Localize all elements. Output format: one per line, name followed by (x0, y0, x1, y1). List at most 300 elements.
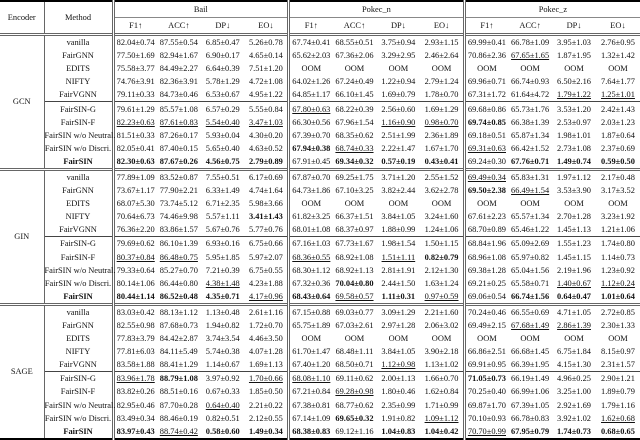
result-cell: 2.86±1.39 (557, 321, 591, 331)
result-cell: 66.78±0.83 (511, 413, 550, 423)
result-cell: 0.82±0.79 (424, 252, 459, 262)
result-cell: 1.74±0.80 (596, 237, 640, 251)
result-cell: 65.09±2.69 (508, 237, 552, 251)
result-cell: 83.58±1.88 (113, 358, 157, 372)
result-cell: 65.62±2.03 (289, 49, 333, 62)
result-cell: 5.55±0.84 (245, 102, 289, 116)
table-row (0, 155, 640, 170)
table-row (0, 142, 640, 155)
result-cell: 2.31±1.57 (601, 360, 635, 370)
result-cell: 3.25±1.00 (557, 387, 591, 397)
result-cell: 73.67±1.17 (113, 184, 157, 197)
result-cell: 69.28±0.98 (335, 387, 374, 397)
result-cell: 2.42±1.43 (596, 102, 640, 116)
metric-header: EO↓ (596, 18, 640, 35)
result-cell: 69.91±0.95 (464, 358, 508, 372)
metric-header: DP↓ (376, 18, 420, 35)
result-cell: 2.81±1.91 (381, 265, 416, 275)
result-cell: 77.89±1.09 (113, 169, 157, 184)
result-cell: 82.05±0.41 (113, 142, 157, 155)
result-cell: 85.57±1.08 (157, 102, 201, 116)
result-cell: 2.44±1.50 (381, 278, 416, 288)
result-cell: 2.92±1.69 (557, 400, 591, 410)
method-name: EDITS (44, 197, 113, 210)
result-cell: 67.91±0.45 (289, 155, 333, 170)
result-cell: 65.87±1.34 (511, 130, 550, 140)
result-cell: OOM (464, 332, 508, 345)
result-cell: 67.10±3.25 (335, 186, 374, 196)
result-cell: 69.38±1.28 (464, 264, 508, 277)
result-cell: 68.08±1.10 (289, 372, 333, 386)
table-row (0, 184, 640, 197)
method-name: vanilla (44, 169, 113, 184)
result-cell: 64.02±1.26 (289, 75, 333, 88)
table-row (0, 399, 640, 412)
result-cell: 3.23±1.92 (601, 212, 635, 222)
result-cell: OOM (431, 64, 452, 74)
encoder-label: GCN (0, 35, 44, 170)
result-cell: 67.31±1.72 (464, 88, 508, 102)
result-cell: 3.71±1.20 (376, 169, 420, 184)
result-cell: 82.23±0.63 (113, 116, 157, 129)
result-cell: OOM (464, 197, 508, 210)
result-cell: 87.61±0.83 (159, 117, 198, 127)
result-cell: 5.98±3.66 (248, 199, 283, 209)
result-cell: 2.37±0.69 (601, 143, 635, 153)
result-cell: 1.66±0.70 (420, 372, 464, 386)
result-cell: 88.13±1.12 (157, 304, 201, 319)
result-cell: 64.73±1.86 (289, 184, 333, 197)
result-cell: 66.10±1.45 (335, 90, 374, 100)
result-cell: 80.44±1.14 (113, 290, 157, 305)
result-cell: 71.05±0.73 (464, 372, 508, 386)
result-cell: 4.15±1.30 (557, 360, 591, 370)
result-cell: 68.92±1.13 (335, 265, 374, 275)
result-cell: 6.75±1.84 (557, 347, 591, 357)
table-row (0, 102, 640, 116)
result-cell: 77.83±3.79 (113, 332, 157, 345)
result-cell: 2.06±3.02 (424, 321, 459, 331)
result-cell: 65.04±1.56 (511, 265, 550, 275)
result-cell: 69.49±2.15 (464, 319, 508, 332)
method-name: FairSIN-F (44, 116, 113, 129)
metric-header: ACC↑ (157, 18, 201, 35)
dataset-header-pokec-n: Pokec_n (289, 1, 465, 18)
table-row (0, 49, 640, 62)
result-cell: 67.80±0.63 (289, 102, 333, 116)
result-cell: 0.43±0.41 (424, 156, 459, 166)
result-cell: 2.70±1.28 (557, 212, 591, 222)
result-cell: 1.80±0.46 (381, 387, 416, 397)
result-cell: 4.23±1.88 (248, 278, 283, 288)
result-cell: 1.32±1.42 (601, 51, 635, 61)
result-cell: 69.74±0.85 (464, 116, 508, 129)
method-name: FairVGNN (44, 223, 113, 237)
result-cell: 67.65±1.65 (511, 51, 550, 61)
metric-header: DP↓ (552, 18, 596, 35)
metric-header: EO↓ (245, 18, 289, 35)
result-cell: 67.16±1.03 (289, 237, 333, 251)
result-cell: OOM (520, 199, 540, 209)
result-cell: 87.68±0.73 (159, 321, 198, 331)
result-cell: 79.33±0.64 (113, 264, 157, 277)
result-cell: 70.10±0.93 (464, 412, 508, 425)
result-cell: 1.09±1.12 (424, 413, 459, 423)
result-cell: 2.76±0.95 (596, 35, 640, 50)
result-cell: 68.50±0.71 (335, 360, 374, 370)
result-cell: 2.72±0.85 (596, 304, 640, 319)
result-cell: 75.58±3.77 (113, 62, 157, 75)
result-cell: 70.24±0.46 (464, 304, 508, 319)
table-row (0, 88, 640, 102)
result-cell: 1.97±1.12 (552, 169, 596, 184)
result-cell: OOM (431, 199, 452, 209)
result-cell: 6.64±0.39 (205, 64, 240, 74)
result-cell: 1.78±0.70 (424, 90, 459, 100)
table-row (0, 290, 640, 305)
result-cell: 74.76±3.91 (113, 75, 157, 88)
result-cell: 66.42±1.52 (511, 143, 550, 153)
result-cell: 82.94±1.67 (159, 51, 198, 61)
result-cell: 1.91±0.82 (381, 413, 416, 423)
table-row (0, 264, 640, 277)
metric-header: EO↓ (420, 18, 464, 35)
table-row (0, 116, 640, 129)
result-cell: 2.97±1.28 (381, 321, 416, 331)
result-cell: 88.74±0.42 (159, 426, 198, 436)
result-cell: OOM (388, 64, 409, 74)
result-cell: 68.43±0.64 (289, 290, 333, 305)
result-cell: 85.27±0.70 (159, 265, 198, 275)
result-cell: 0.57±0.19 (381, 156, 416, 166)
result-cell: 67.15±0.88 (289, 304, 333, 319)
result-cell: 84.73±0.46 (159, 90, 198, 100)
result-cell: 1.70±0.66 (245, 372, 289, 386)
result-cell: 66.74±0.93 (511, 77, 550, 87)
result-cell: 68.37±0.97 (335, 225, 374, 235)
result-cell: OOM (289, 197, 333, 210)
result-cell: OOM (464, 62, 508, 75)
method-name: FairSIN-F (44, 251, 113, 264)
result-cell: 4.63±0.52 (248, 143, 283, 153)
result-cell: 67.38±0.81 (289, 399, 333, 412)
result-cell: 68.92±1.08 (335, 252, 374, 262)
encoder-header: Encoder (0, 1, 44, 35)
table-row (0, 385, 640, 398)
table-row (0, 251, 640, 264)
result-cell: OOM (608, 334, 628, 344)
result-cell: 1.01±0.64 (601, 291, 635, 301)
result-cell: 4.95±1.22 (248, 90, 283, 100)
result-cell: 2.61±1.16 (245, 304, 289, 319)
result-cell: 1.11±0.31 (381, 291, 416, 301)
result-cell: 3.75±0.94 (376, 35, 420, 50)
result-cell: 1.25±1.01 (601, 90, 635, 100)
method-name: FairVGNN (44, 88, 113, 102)
result-cell: 3.62±2.78 (424, 186, 459, 196)
dataset-header-bail: Bail (113, 1, 289, 18)
result-cell: 1.49±0.34 (248, 426, 283, 436)
result-cell: 80.14±1.06 (113, 277, 157, 290)
result-cell: 2.73±1.08 (557, 143, 591, 153)
result-cell: 86.48±0.75 (159, 252, 198, 262)
result-cell: 4.30±0.20 (248, 130, 283, 140)
result-cell: 68.22±0.39 (333, 102, 377, 116)
result-cell: 4.56±0.75 (205, 156, 240, 166)
result-cell: 77.50±1.69 (113, 49, 157, 62)
table-row (0, 358, 640, 372)
result-cell: 66.38±1.39 (511, 117, 550, 127)
result-cell: 68.74±0.33 (335, 143, 374, 153)
result-cell: 3.95±1.03 (552, 35, 596, 50)
result-cell: 65.46±1.22 (511, 225, 550, 235)
result-cell: 65.58±0.71 (511, 278, 550, 288)
result-cell: 69.11±0.62 (333, 372, 377, 386)
method-name: NIFTY (44, 75, 113, 88)
result-cell: 0.82±0.51 (205, 413, 240, 423)
method-name: FairSIN-F (44, 385, 113, 398)
result-cell: 4.46±3.50 (248, 334, 283, 344)
result-cell: 69.50±2.38 (464, 184, 508, 197)
result-cell: 1.21±1.06 (601, 225, 635, 235)
result-cell: 61.64±4.72 (511, 90, 550, 100)
result-cell: 83.03±0.42 (113, 304, 157, 319)
result-cell: 66.99±1.06 (511, 387, 550, 397)
result-cell: 5.97±2.07 (248, 252, 283, 262)
method-name: FairSIN (44, 425, 113, 439)
result-cell: 69.49±0.34 (464, 169, 508, 184)
result-cell: 66.55±0.69 (508, 304, 552, 319)
result-cell: 2.03±1.23 (601, 117, 635, 127)
table-body (0, 35, 640, 439)
result-cell: 4.38±1.48 (205, 278, 240, 288)
result-cell: 69.58±0.57 (335, 291, 374, 301)
result-cell: 66.78±1.09 (508, 35, 552, 50)
result-cell: 69.65±0.32 (335, 413, 374, 423)
method-name: FairGNN (44, 49, 113, 62)
method-name: FairVGNN (44, 358, 113, 372)
result-cell: 82.95±0.46 (113, 399, 157, 412)
result-cell: 82.30±0.63 (113, 155, 157, 170)
result-cell: 5.57±1.11 (205, 212, 240, 222)
table-row (0, 62, 640, 75)
result-cell: 66.37±1.51 (335, 212, 374, 222)
result-cell: 68.01±1.08 (289, 223, 333, 237)
result-cell: 7.51±1.20 (248, 64, 283, 74)
result-cell: 1.23±0.92 (601, 265, 635, 275)
result-cell: 88.46±0.19 (159, 413, 198, 423)
result-cell: 6.53±0.67 (205, 90, 240, 100)
result-cell: 66.74±1.56 (511, 291, 550, 301)
result-cell: 88.51±0.16 (159, 387, 198, 397)
result-cell: 87.55±0.54 (157, 35, 201, 50)
method-name: vanilla (44, 304, 113, 319)
metric-header: ACC↑ (508, 18, 552, 35)
result-cell: 2.36±1.89 (424, 130, 459, 140)
table-row (0, 210, 640, 223)
result-cell: 4.35±0.71 (205, 291, 240, 301)
result-cell: 1.55±1.23 (552, 237, 596, 251)
result-cell: 65.75±1.89 (289, 319, 333, 332)
table-row (0, 35, 640, 50)
result-cell: 2.79±0.89 (248, 156, 283, 166)
result-cell: 68.55±0.51 (333, 35, 377, 50)
result-cell: 1.24±1.06 (424, 225, 459, 235)
result-cell: 68.38±0.83 (289, 425, 333, 439)
result-cell: 67.24±0.49 (335, 77, 374, 87)
result-cell: 65.83±1.31 (508, 169, 552, 184)
result-cell: 1.85±0.50 (248, 387, 283, 397)
result-cell: 67.73±1.67 (333, 237, 377, 251)
method-name: EDITS (44, 62, 113, 75)
result-cell: 4.65±0.14 (248, 51, 283, 61)
result-cell: 88.41±1.29 (159, 360, 198, 370)
result-cell: 66.39±1.95 (511, 360, 550, 370)
result-cell: 3.41±1.43 (248, 212, 283, 222)
result-cell: 80.37±0.84 (113, 251, 157, 264)
result-cell: 3.74±3.54 (205, 334, 240, 344)
method-header: Method (44, 1, 113, 35)
result-cell: OOM (608, 64, 628, 74)
result-cell: 6.90±0.17 (205, 51, 240, 61)
method-name: FairSIN (44, 155, 113, 170)
result-cell: 68.70±0.89 (464, 223, 508, 237)
result-cell: 61.70±1.47 (289, 345, 333, 358)
result-cell: 2.22±1.47 (381, 143, 416, 153)
result-cell: 4.07±1.28 (248, 347, 283, 357)
metric-header: ACC↑ (333, 18, 377, 35)
result-cell: 1.13±1.02 (424, 360, 459, 370)
result-cell: 6.75±0.66 (245, 237, 289, 251)
result-cell: 69.87±1.70 (464, 399, 508, 412)
result-cell: 70.25±0.40 (464, 385, 508, 398)
method-name: FairSIN w/o Discri. (44, 277, 113, 290)
result-cell: 68.48±1.11 (335, 347, 374, 357)
result-cell: 79.69±0.62 (113, 237, 157, 251)
result-cell: 2.17±0.48 (596, 169, 640, 184)
result-cell: 0.58±0.60 (205, 426, 240, 436)
result-cell: OOM (520, 334, 540, 344)
result-cell: 87.67±0.26 (159, 156, 198, 166)
result-cell: 84.11±5.49 (159, 347, 198, 357)
result-cell: 6.75±0.55 (248, 265, 283, 275)
result-cell: 1.04±0.42 (424, 426, 459, 436)
result-cell: 5.95±1.85 (205, 252, 240, 262)
result-cell: 70.70±0.99 (464, 425, 508, 439)
result-cell: 1.16±0.90 (381, 117, 416, 127)
dataset-header-pokec-z: Pokec_z (464, 1, 640, 18)
result-cell: 4.71±1.05 (552, 304, 596, 319)
result-cell: 1.12±0.24 (601, 278, 635, 288)
metric-header: F1↑ (113, 18, 157, 35)
result-cell: 5.77±0.76 (248, 225, 283, 235)
result-cell: 66.68±1.45 (511, 347, 550, 357)
result-cell: 83.82±0.26 (113, 385, 157, 398)
result-cell: 73.74±5.12 (159, 199, 198, 209)
metric-header: DP↓ (201, 18, 245, 35)
result-cell: 1.79±1.22 (557, 90, 591, 100)
result-cell: 68.84±1.96 (464, 237, 508, 251)
result-cell: 79.11±0.33 (113, 88, 157, 102)
result-cell: OOM (520, 64, 540, 74)
result-cell: 86.10±1.39 (157, 237, 201, 251)
result-cell: 76.36±2.20 (113, 223, 157, 237)
result-cell: 2.30±1.33 (601, 321, 635, 331)
result-cell: 68.96±1.08 (464, 251, 508, 264)
result-cell: 4.72±1.08 (248, 77, 283, 87)
result-cell: 3.53±3.90 (557, 186, 591, 196)
result-cell: 4.17±0.96 (248, 291, 283, 301)
result-cell: 2.79±1.24 (424, 77, 459, 87)
method-name: FairSIN-G (44, 102, 113, 116)
result-cell: 1.63±1.24 (424, 278, 459, 288)
result-cell: 1.94±0.82 (205, 321, 240, 331)
header-row-datasets (0, 1, 640, 18)
result-cell: 83.49±0.34 (113, 412, 157, 425)
result-cell: 3.24±1.60 (424, 212, 459, 222)
result-cell: OOM (564, 64, 584, 74)
method-name: FairSIN w/o Discri. (44, 142, 113, 155)
result-cell: 1.12±0.98 (381, 360, 416, 370)
result-cell: 1.87±1.95 (557, 51, 591, 61)
result-cell: 5.74±0.38 (205, 347, 240, 357)
result-cell: OOM (388, 334, 409, 344)
result-cell: 82.55±0.98 (113, 319, 157, 332)
result-cell: 3.90±2.18 (424, 347, 459, 357)
method-name: EDITS (44, 332, 113, 345)
result-cell: 3.97±0.92 (201, 372, 245, 386)
result-cell: 70.86±2.36 (464, 49, 508, 62)
result-cell: 1.13±0.48 (201, 304, 245, 319)
result-cell: 3.84±1.05 (381, 347, 416, 357)
result-cell: 6.57±0.29 (201, 102, 245, 116)
result-cell: 69.21±0.25 (464, 277, 508, 290)
result-cell: 0.64±0.40 (205, 400, 240, 410)
result-cell: 68.30±1.12 (289, 264, 333, 277)
result-cell: 3.92±1.02 (557, 413, 591, 423)
table-row (0, 345, 640, 358)
table-row (0, 277, 640, 290)
result-cell: 69.12±1.16 (335, 426, 374, 436)
result-cell: OOM (608, 199, 628, 209)
result-cell: 5.54±0.40 (205, 117, 240, 127)
result-cell: 1.40±0.67 (557, 278, 591, 288)
result-cell: OOM (564, 199, 584, 209)
result-cell: 67.39±0.70 (289, 129, 333, 142)
result-cell: 0.64±0.47 (557, 291, 591, 301)
result-cell: 2.12±1.30 (424, 265, 459, 275)
result-cell: 69.31±0.63 (464, 142, 508, 155)
result-cell: 2.56±0.60 (376, 102, 420, 116)
result-cell: OOM (564, 334, 584, 344)
result-cell: 1.04±0.83 (381, 426, 416, 436)
result-cell: 2.00±1.13 (376, 372, 420, 386)
result-cell: 66.19±1.49 (508, 372, 552, 386)
result-cell: 3.17±3.52 (601, 186, 635, 196)
result-cell: 1.50±1.15 (420, 237, 464, 251)
result-cell: 87.70±0.28 (159, 400, 198, 410)
result-cell: 86.44±0.80 (159, 278, 198, 288)
result-cell: 1.69±0.79 (381, 90, 416, 100)
result-cell: 69.99±0.41 (464, 35, 508, 50)
result-cell: 1.72±0.70 (248, 321, 283, 331)
result-cell: 6.85±0.47 (201, 35, 245, 50)
table-row (0, 332, 640, 345)
result-cell: OOM (431, 334, 452, 344)
result-cell: 2.93±1.15 (420, 35, 464, 50)
table-row (0, 372, 640, 386)
result-cell: 70.64±6.73 (113, 210, 157, 223)
